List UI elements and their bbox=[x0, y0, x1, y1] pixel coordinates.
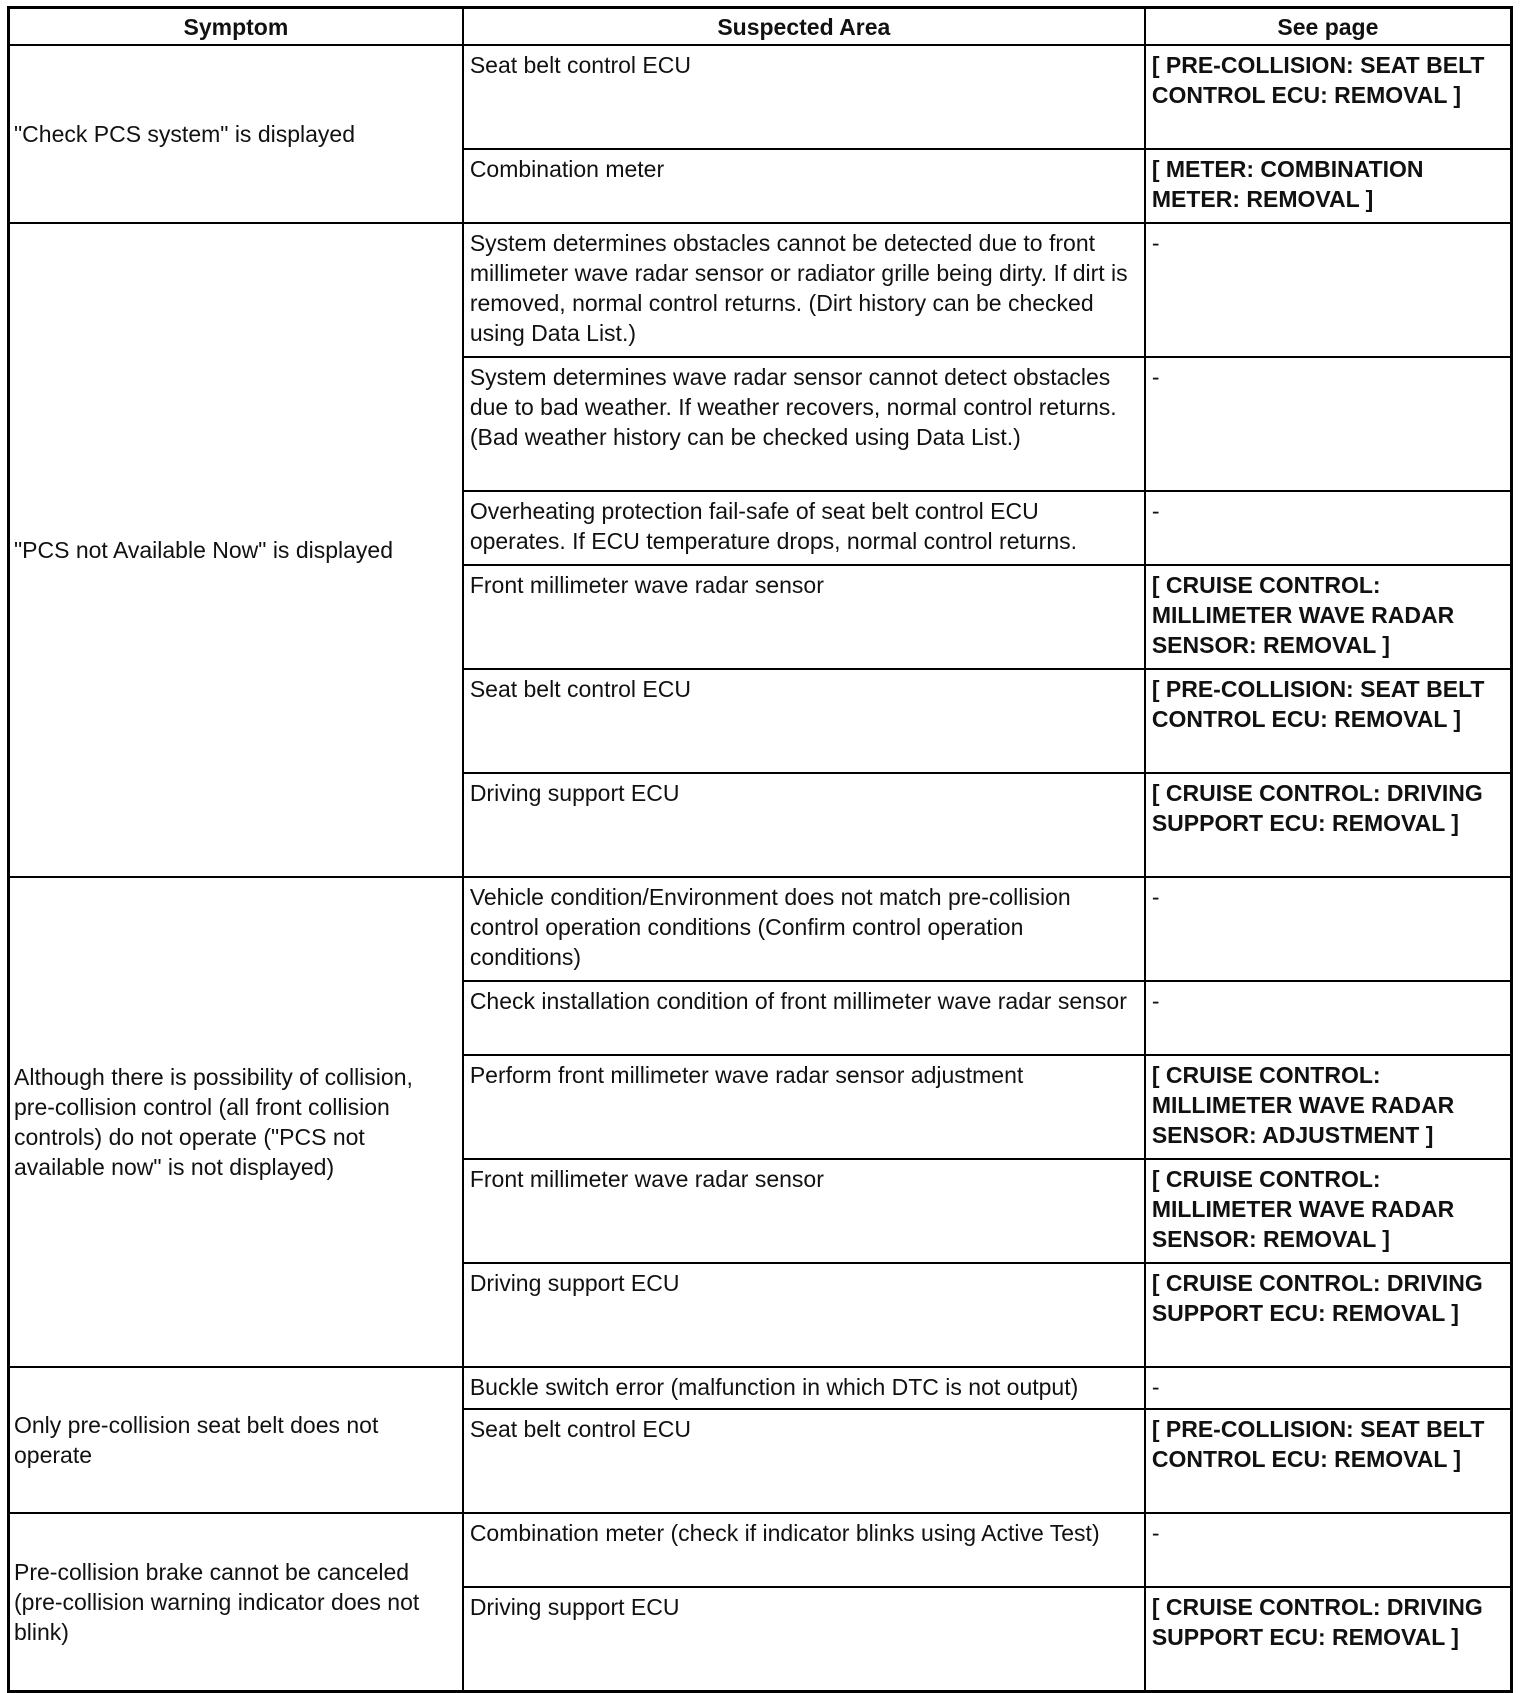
see-page-cell: [ PRE-COLLISION: SEAT BELT CONTROL ECU: REMOVAL ] bbox=[1145, 45, 1512, 149]
table-row bbox=[9, 45, 1512, 149]
symptom-cell: Although there is possibility of collision, pre-collision control (all front collision controls) do not operate ("PCS not available now" is not displayed) bbox=[9, 877, 463, 1367]
table-row bbox=[9, 223, 1512, 357]
suspected-area-cell: Driving support ECU bbox=[463, 1263, 1145, 1367]
see-page-cell: [ PRE-COLLISION: SEAT BELT CONTROL ECU: REMOVAL ] bbox=[1145, 669, 1512, 773]
table-row bbox=[9, 877, 1512, 981]
table-row bbox=[9, 1513, 1512, 1587]
symptom-cell: "Check PCS system" is displayed bbox=[9, 45, 463, 223]
suspected-area-cell: Overheating protection fail-safe of seat belt control ECU operates. If ECU temperature drops, normal control returns. bbox=[463, 491, 1145, 565]
see-page-cell: [ CRUISE CONTROL: MILLIMETER WAVE RADAR SENSOR: REMOVAL ] bbox=[1145, 1159, 1512, 1263]
symptom-cell: Only pre-collision seat belt does not operate bbox=[9, 1367, 463, 1513]
suspected-area-cell: Check installation condition of front millimeter wave radar sensor bbox=[463, 981, 1145, 1055]
see-page-cell: - bbox=[1145, 981, 1512, 1055]
suspected-area-cell: Seat belt control ECU bbox=[463, 1409, 1145, 1513]
see-page-cell: [ PRE-COLLISION: SEAT BELT CONTROL ECU: REMOVAL ] bbox=[1145, 1409, 1512, 1513]
table-header-row bbox=[9, 8, 1512, 46]
see-page-cell: - bbox=[1145, 1513, 1512, 1587]
header-suspected-area: Suspected Area bbox=[463, 8, 1145, 46]
suspected-area-cell: System determines obstacles cannot be detected due to front millimeter wave radar sensor or radiator grille being dirty. If dirt is removed, normal control returns. (Dirt history can be checked using Data List.) bbox=[463, 223, 1145, 357]
see-page-cell: - bbox=[1145, 1367, 1512, 1409]
see-page-cell: [ METER: COMBINATION METER: REMOVAL ] bbox=[1145, 149, 1512, 223]
see-page-cell: - bbox=[1145, 877, 1512, 981]
table-row bbox=[9, 1367, 1512, 1409]
see-page-cell: - bbox=[1145, 357, 1512, 491]
suspected-area-cell: Front millimeter wave radar sensor bbox=[463, 565, 1145, 669]
suspected-area-cell: Perform front millimeter wave radar sensor adjustment bbox=[463, 1055, 1145, 1159]
see-page-cell: [ CRUISE CONTROL: DRIVING SUPPORT ECU: REMOVAL ] bbox=[1145, 1587, 1512, 1692]
suspected-area-cell: Driving support ECU bbox=[463, 1587, 1145, 1692]
problem-symptoms-table bbox=[7, 6, 1513, 1693]
see-page-cell: [ CRUISE CONTROL: DRIVING SUPPORT ECU: REMOVAL ] bbox=[1145, 773, 1512, 877]
suspected-area-cell: Buckle switch error (malfunction in which DTC is not output) bbox=[463, 1367, 1145, 1409]
suspected-area-cell: Combination meter bbox=[463, 149, 1145, 223]
see-page-cell: [ CRUISE CONTROL: MILLIMETER WAVE RADAR SENSOR: ADJUSTMENT ] bbox=[1145, 1055, 1512, 1159]
suspected-area-cell: Combination meter (check if indicator blinks using Active Test) bbox=[463, 1513, 1145, 1587]
see-page-cell: - bbox=[1145, 223, 1512, 357]
suspected-area-cell: Front millimeter wave radar sensor bbox=[463, 1159, 1145, 1263]
suspected-area-cell: Driving support ECU bbox=[463, 773, 1145, 877]
see-page-cell: [ CRUISE CONTROL: MILLIMETER WAVE RADAR SENSOR: REMOVAL ] bbox=[1145, 565, 1512, 669]
suspected-area-cell: System determines wave radar sensor cannot detect obstacles due to bad weather. If weather recovers, normal control returns. (Bad weather history can be checked using Data List.) bbox=[463, 357, 1145, 491]
suspected-area-cell: Seat belt control ECU bbox=[463, 45, 1145, 149]
header-symptom: Symptom bbox=[9, 8, 463, 46]
header-see-page: See page bbox=[1145, 8, 1512, 46]
symptom-cell: "PCS not Available Now" is displayed bbox=[9, 223, 463, 877]
see-page-cell: [ CRUISE CONTROL: DRIVING SUPPORT ECU: REMOVAL ] bbox=[1145, 1263, 1512, 1367]
suspected-area-cell: Seat belt control ECU bbox=[463, 669, 1145, 773]
see-page-cell: - bbox=[1145, 491, 1512, 565]
symptom-cell: Pre-collision brake cannot be canceled (pre-collision warning indicator does not blink) bbox=[9, 1513, 463, 1692]
suspected-area-cell: Vehicle condition/Environment does not match pre-collision control operation conditions (Confirm control operation conditions) bbox=[463, 877, 1145, 981]
